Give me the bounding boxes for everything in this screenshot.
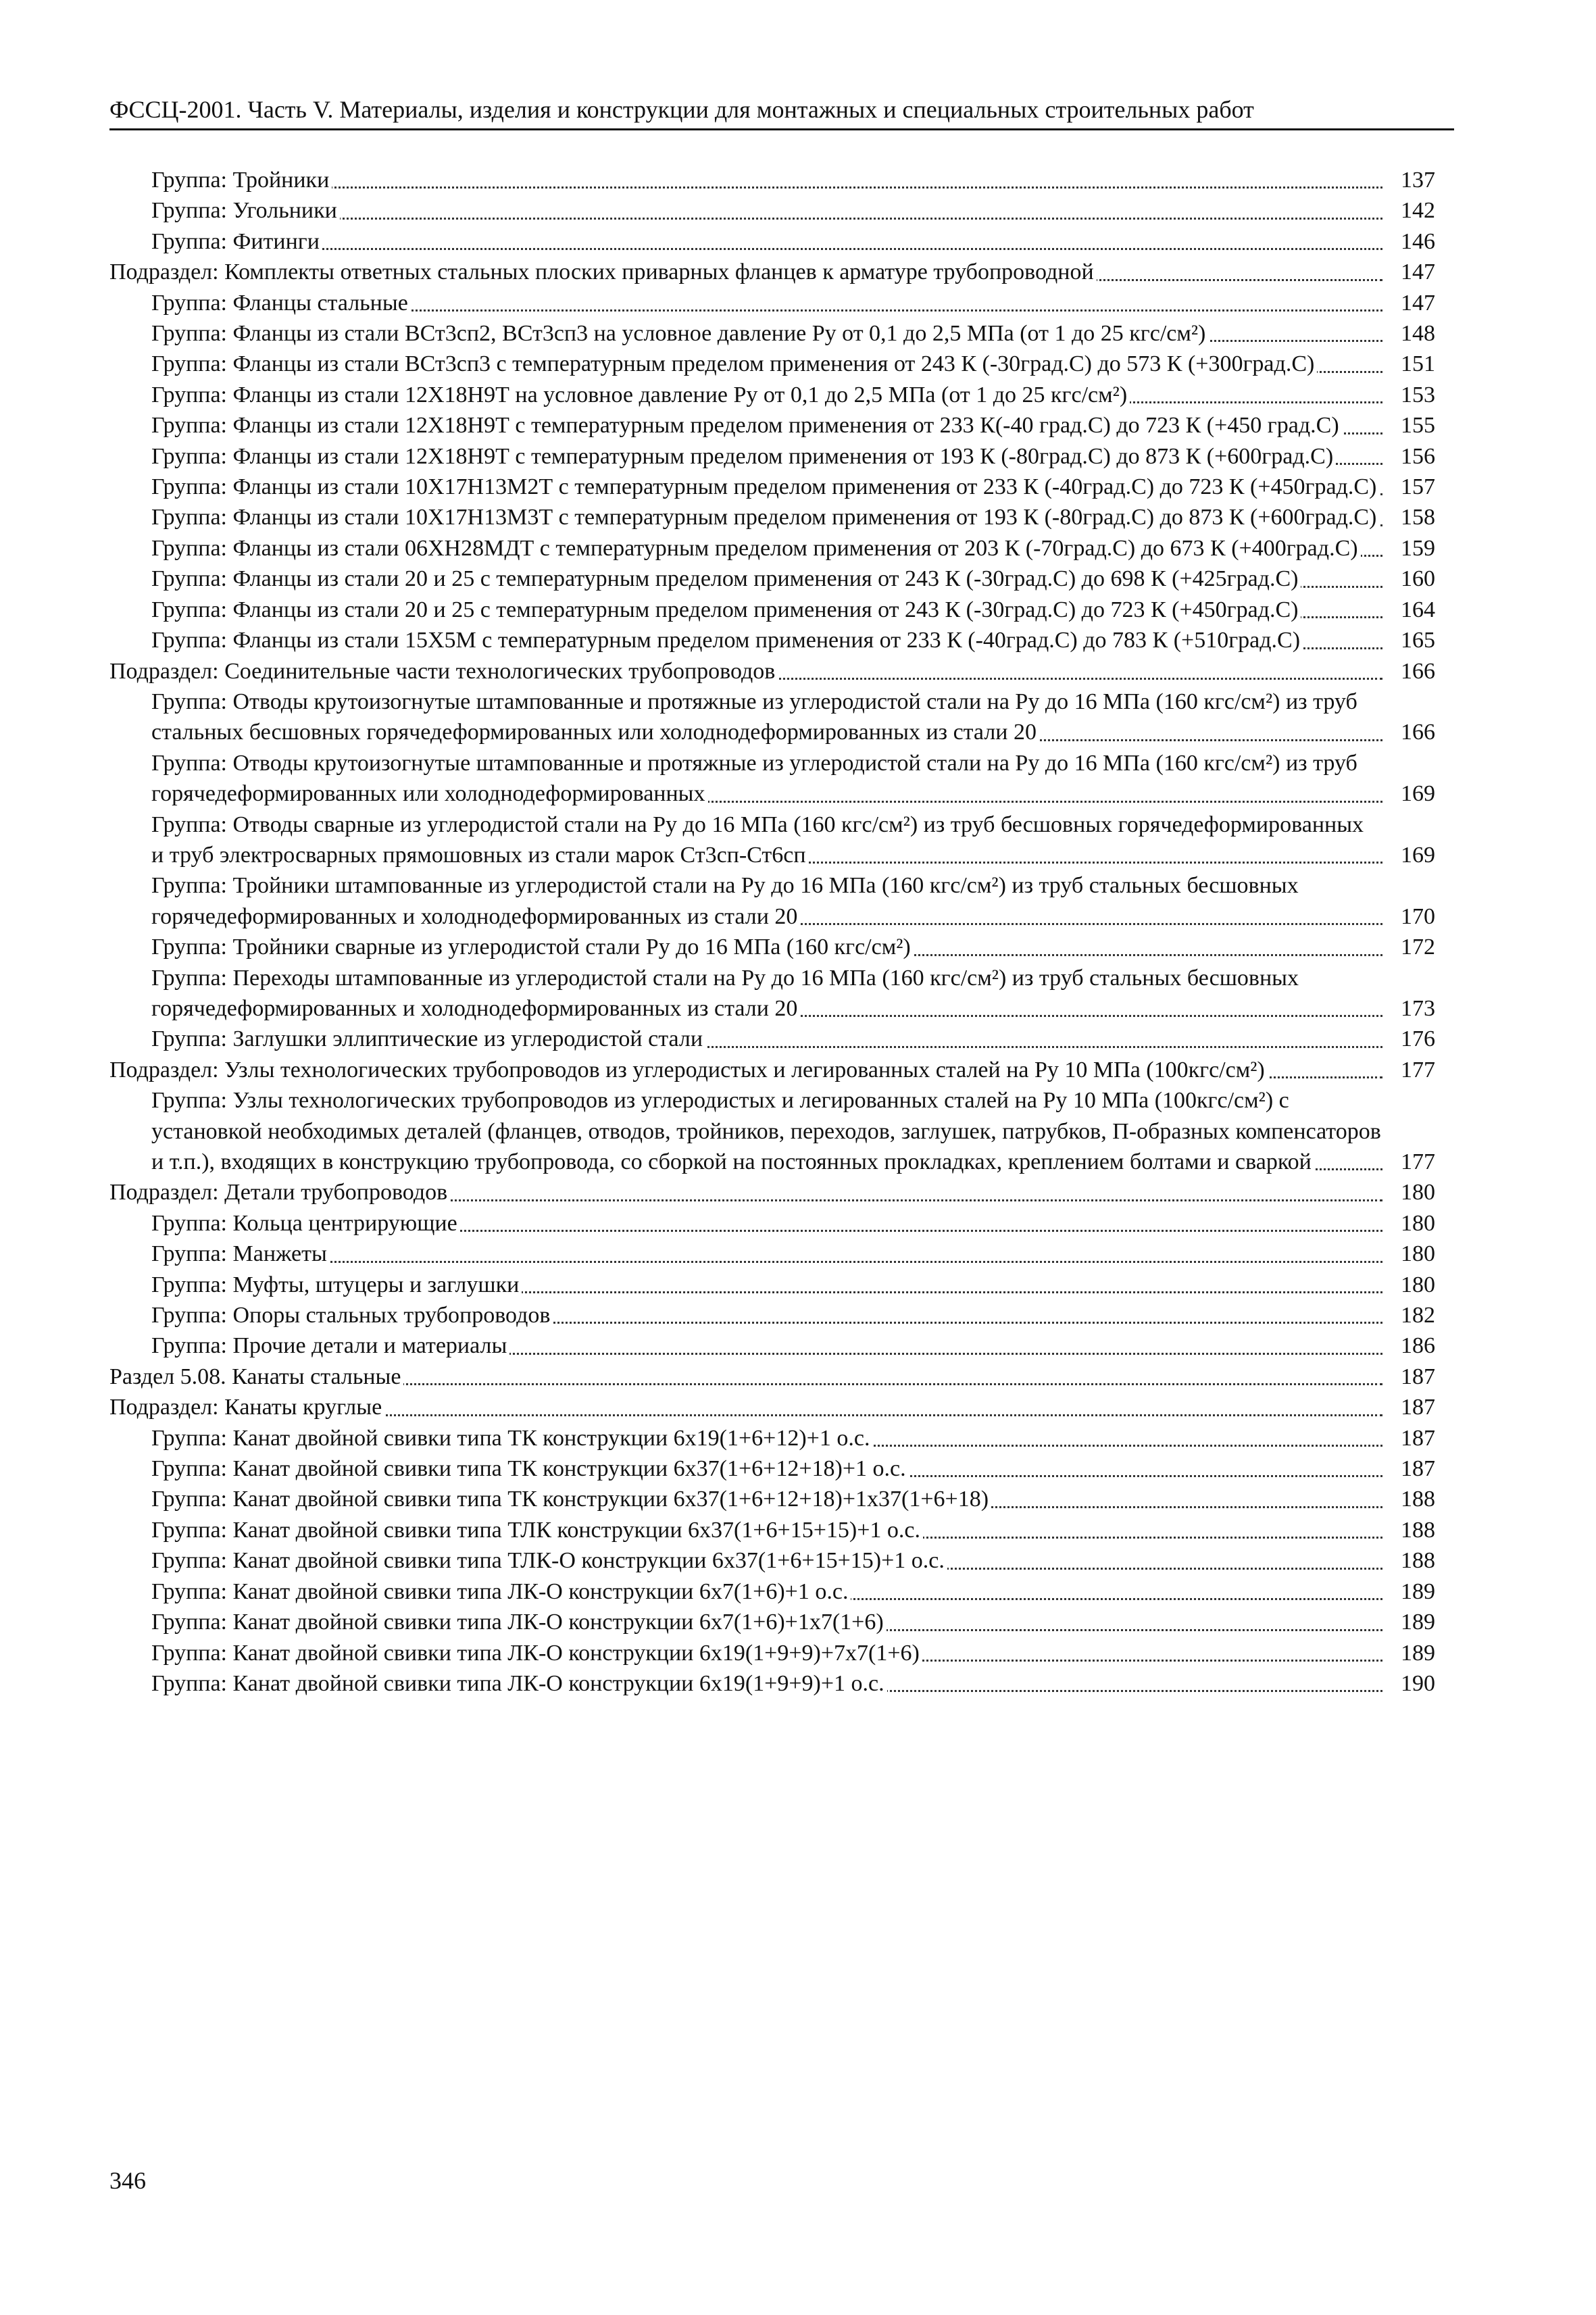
toc-entry [109, 1055, 1435, 1085]
toc-entry-page: 170 [1384, 901, 1435, 932]
toc-entry-page: 155 [1384, 410, 1435, 441]
toc-entry [109, 1239, 1435, 1269]
toc-entry-title: Подраздел: Канаты круглые [109, 1395, 384, 1420]
toc-entry-page: 187 [1384, 1392, 1435, 1422]
toc-entry-page: 172 [1384, 932, 1435, 962]
toc-entry [109, 564, 1435, 594]
toc-entry [109, 1208, 1435, 1239]
toc-entry-title: Группа: Канат двойной свивки типа ЛК-О конструкции 6х19(1+9+9)+1 о.с. [151, 1671, 887, 1696]
toc-entry-title: Группа: Фланцы из стали 20 и 25 с температурным пределом применения от 243 К (-30град.С) до 723 К (+450град.С) [151, 597, 1301, 622]
toc-entry [109, 288, 1435, 318]
toc-entry [109, 533, 1435, 564]
toc-entry-page: 147 [1384, 257, 1435, 287]
toc-entry [109, 1300, 1435, 1330]
toc-entry-page: 169 [1384, 840, 1435, 870]
toc-entry-page: 187 [1384, 1453, 1435, 1484]
toc-entry-page: 158 [1384, 502, 1435, 532]
dot-leader [151, 248, 1382, 250]
toc-entry-title: Группа: Канат двойной свивки типа ТК конструкции 6х19(1+6+12)+1 о.с. [151, 1426, 872, 1451]
toc-entry-page: 142 [1384, 195, 1435, 226]
toc-entry-page: 173 [1384, 993, 1435, 1024]
toc-entry-page: 177 [1384, 1055, 1435, 1085]
toc-entry-page: 189 [1384, 1607, 1435, 1637]
toc-entry [109, 349, 1435, 379]
toc-entry-page: 151 [1384, 349, 1435, 379]
toc-entry-page: 148 [1384, 318, 1435, 349]
toc-entry-title: Группа: Фланцы из стали 12Х18Н9Т на условное давление Ру от 0,1 до 2,5 МПа (от 1 до 25 кгс/см²) [151, 382, 1130, 407]
toc-entry-page: 190 [1384, 1668, 1435, 1699]
toc-entry [109, 1024, 1435, 1054]
toc-entry-title: Группа: Канат двойной свивки типа ТК конструкции 6х37(1+6+12+18)+1х37(1+6+18) [151, 1487, 991, 1512]
toc-entry [109, 1392, 1435, 1422]
toc-entry-page: 189 [1384, 1638, 1435, 1668]
toc-entry-title: Подраздел: Детали трубопроводов [109, 1180, 450, 1205]
toc-entry-title: Раздел 5.08. Канаты стальные [109, 1364, 403, 1389]
dot-leader [151, 1261, 1382, 1263]
toc-entry [109, 1453, 1435, 1484]
toc-entry-title: Группа: Тройники [151, 168, 332, 193]
toc-entry-title: Группа: Кольца центрирующие [151, 1211, 460, 1236]
toc-entry [109, 1330, 1435, 1361]
toc-entry [109, 410, 1435, 441]
toc-entry-title: Группа: Фланцы из стали 12Х18Н9Т с температурным пределом применения от 193 К (-80град.С) до 873 К (+600град.С) [151, 444, 1336, 469]
toc-entry-page: 180 [1384, 1270, 1435, 1300]
toc-entry-title: Группа: Фланцы стальные [151, 291, 411, 316]
toc-entry-page: 188 [1384, 1545, 1435, 1576]
toc-entry [109, 195, 1435, 226]
toc-entry-title: Группа: Канат двойной свивки типа ЛК-О конструкции 6х7(1+6)+1 о.с. [151, 1579, 851, 1604]
toc-entry-title: Группа: Угольники [151, 198, 340, 223]
toc-entry-page: 188 [1384, 1484, 1435, 1514]
toc-entry-page: 157 [1384, 472, 1435, 502]
toc-entry-title: Группа: Фланцы из стали ВСт3сп2, ВСт3сп3 на условное давление Ру от 0,1 до 2,5 МПа (от 1 до 25 кгс/см²) [151, 321, 1208, 346]
toc-entry [109, 595, 1435, 625]
toc-entry [109, 656, 1435, 687]
toc-entry-title: Группа: Фланцы из стали ВСт3сп3 с температурным пределом применения от 243 К (-30град.С) до 573 К (+300град.С) [151, 351, 1317, 376]
toc-entry-page: 166 [1384, 717, 1435, 747]
toc-entry-page: 137 [1384, 165, 1435, 195]
toc-entry-title: Группа: Отводы крутоизогнутые штампованные и протяжные из углеродистой стали на Ру до 16 МПа (160 кгс/см²) из труб горячедеформированных или холоднодеформированных [151, 750, 1357, 807]
toc-entry-title: Группа: Фитинги [151, 229, 322, 254]
running-header: ФССЦ-2001. Часть V. Материалы, изделия и конструкции для монтажных и специальных строительных работ [109, 96, 1254, 123]
toc-entry-title: Группа: Фланцы из стали 15Х5М с температурным пределом применения от 233 К (-40град.С) до 783 К (+510град.С) [151, 628, 1303, 653]
toc-entry [109, 1484, 1435, 1514]
toc-entry-title: Группа: Отводы крутоизогнутые штампованные и протяжные из углеродистой стали на Ру до 16 МПа (160 кгс/см²) из труб стальных бесшовных горячедеформированных или холоднодеформированных из стали 20 [151, 689, 1357, 745]
toc-entry-page: 180 [1384, 1208, 1435, 1239]
toc-entry [109, 963, 1435, 1024]
toc-entry-page: 164 [1384, 595, 1435, 625]
toc-entry-title: Группа: Муфты, штуцеры и заглушки [151, 1272, 522, 1297]
toc-entry [109, 165, 1435, 195]
dot-leader [151, 186, 1382, 189]
toc-entry-title: Подраздел: Соединительные части технологических трубопроводов [109, 659, 778, 684]
toc-entry [109, 932, 1435, 962]
toc-entry-title: Группа: Отводы сварные из углеродистой стали на Ру до 16 МПа (160 кгс/см²) из труб бесшовных горячедеформированных и труб электросварных прямошовных из стали марок Ст3сп-Ст6сп [151, 812, 1364, 868]
toc-entry [109, 1576, 1435, 1607]
toc-entry [109, 748, 1435, 810]
toc-entry-title: Группа: Фланцы из стали 10Х17Н13М3Т с температурным пределом применения от 193 К (-80град.С) до 873 К (+600град.С) [151, 505, 1379, 530]
toc-entry-title: Группа: Опоры стальных трубопроводов [151, 1303, 553, 1328]
toc-entry-title: Группа: Тройники сварные из углеродистой стали Ру до 16 МПа (160 кгс/см²) [151, 935, 914, 960]
toc-entry-title: Группа: Фланцы из стали 20 и 25 с температурным пределом применения от 243 К (-30град.С) до 698 К (+425град.С) [151, 566, 1301, 591]
toc-entry-page: 188 [1384, 1515, 1435, 1545]
toc-entry [109, 1638, 1435, 1668]
page-number: 346 [109, 2167, 146, 2194]
toc-entry [109, 1515, 1435, 1545]
toc-entry [109, 1423, 1435, 1453]
toc-entry [109, 226, 1435, 257]
toc-entry [109, 810, 1435, 871]
toc-entry [109, 502, 1435, 532]
toc-entry-page: 147 [1384, 288, 1435, 318]
toc-entry-page: 156 [1384, 441, 1435, 472]
toc-entry [109, 1668, 1435, 1699]
toc-entry [109, 1545, 1435, 1576]
toc-entry [109, 441, 1435, 472]
toc-entry-title: Группа: Фланцы из стали 12Х18Н9Т с температурным пределом применения от 233 К(-40 град.С) до 723 К (+450 град.С) [151, 413, 1342, 438]
toc-entry-page: 182 [1384, 1300, 1435, 1330]
toc-entry-page: 165 [1384, 625, 1435, 655]
toc-entry [109, 687, 1435, 748]
toc-entry [109, 870, 1435, 932]
toc-entry-page: 187 [1384, 1362, 1435, 1392]
toc-entry-page: 159 [1384, 533, 1435, 564]
toc-entry-title: Группа: Прочие детали и материалы [151, 1333, 509, 1358]
toc-entry-title: Группа: Канат двойной свивки типа ТЛК-О конструкции 6х37(1+6+15+15)+1 о.с. [151, 1548, 947, 1573]
toc-entry-title: Группа: Переходы штампованные из углеродистой стали на Ру до 16 МПа (160 кгс/см²) из труб стальных бесшовных горячедеформированных и холоднодеформированных из стали 20 [151, 965, 1299, 1021]
toc-entry-title: Группа: Канат двойной свивки типа ЛК-О конструкции 6х7(1+6)+1х7(1+6) [151, 1610, 887, 1635]
toc-entry [109, 380, 1435, 410]
toc-entry-page: 169 [1384, 778, 1435, 809]
toc-entry [109, 1362, 1435, 1392]
toc-entry [109, 1085, 1435, 1177]
header-rule [109, 128, 1454, 130]
toc-entry-page: 176 [1384, 1024, 1435, 1054]
toc-entry [109, 1177, 1435, 1208]
table-of-contents [109, 165, 1435, 1699]
toc-entry-page: 177 [1384, 1147, 1435, 1177]
toc-entry-title: Группа: Манжеты [151, 1241, 330, 1266]
toc-entry [109, 257, 1435, 287]
toc-entry [109, 472, 1435, 502]
toc-entry-page: 187 [1384, 1423, 1435, 1453]
toc-entry-title: Группа: Канат двойной свивки типа ЛК-О конструкции 6х19(1+9+9)+7х7(1+6) [151, 1641, 922, 1666]
toc-entry-title: Группа: Тройники штампованные из углеродистой стали на Ру до 16 МПа (160 кгс/см²) из труб стальных бесшовных горячедеформированных и холоднодеформированных из стали 20 [151, 873, 1299, 929]
toc-entry-title: Группа: Заглушки эллиптические из углеродистой стали [151, 1026, 705, 1051]
toc-entry-page: 180 [1384, 1239, 1435, 1269]
toc-entry-title: Группа: Канат двойной свивки типа ТЛК конструкции 6х37(1+6+15+15)+1 о.с. [151, 1518, 923, 1543]
toc-entry-page: 186 [1384, 1330, 1435, 1361]
toc-entry-title: Группа: Фланцы из стали 06ХН28МДТ с температурным пределом применения от 203 К (-70град.С) до 673 К (+400град.С) [151, 536, 1361, 561]
toc-entry [109, 625, 1435, 655]
toc-entry-page: 146 [1384, 226, 1435, 257]
toc-entry-page: 153 [1384, 380, 1435, 410]
toc-entry-title: Группа: Канат двойной свивки типа ТК конструкции 6х37(1+6+12+18)+1 о.с. [151, 1456, 909, 1481]
toc-entry-title: Группа: Узлы технологических трубопроводов из углеродистых и легированных сталей на Ру 10 МПа (100кгс/см²) с установкой необходимых деталей (фланцев, отводов, тройников, переходов, заглушек, патрубков, П-образных компенсаторов и т.п.), входящих в конструкцию трубопровода, со сборкой на постоянных прокладках, креплением болтами и сваркой [151, 1088, 1381, 1174]
toc-entry-title: Подраздел: Узлы технологических трубопроводов из углеродистых и легированных сталей на Ру 10 МПа (100кгс/см²) [109, 1057, 1268, 1082]
toc-entry [109, 1270, 1435, 1300]
toc-entry [109, 318, 1435, 349]
toc-entry-page: 166 [1384, 656, 1435, 687]
toc-entry-title: Подраздел: Комплекты ответных стальных плоских приварных фланцев к арматуре трубопроводной [109, 259, 1097, 284]
toc-entry-title: Группа: Фланцы из стали 10Х17Н13М2Т с температурным пределом применения от 233 К (-40град.С) до 723 К (+450град.С) [151, 474, 1379, 499]
toc-entry-page: 160 [1384, 564, 1435, 594]
toc-entry-page: 180 [1384, 1177, 1435, 1208]
toc-entry [109, 1607, 1435, 1637]
toc-entry-page: 189 [1384, 1576, 1435, 1607]
